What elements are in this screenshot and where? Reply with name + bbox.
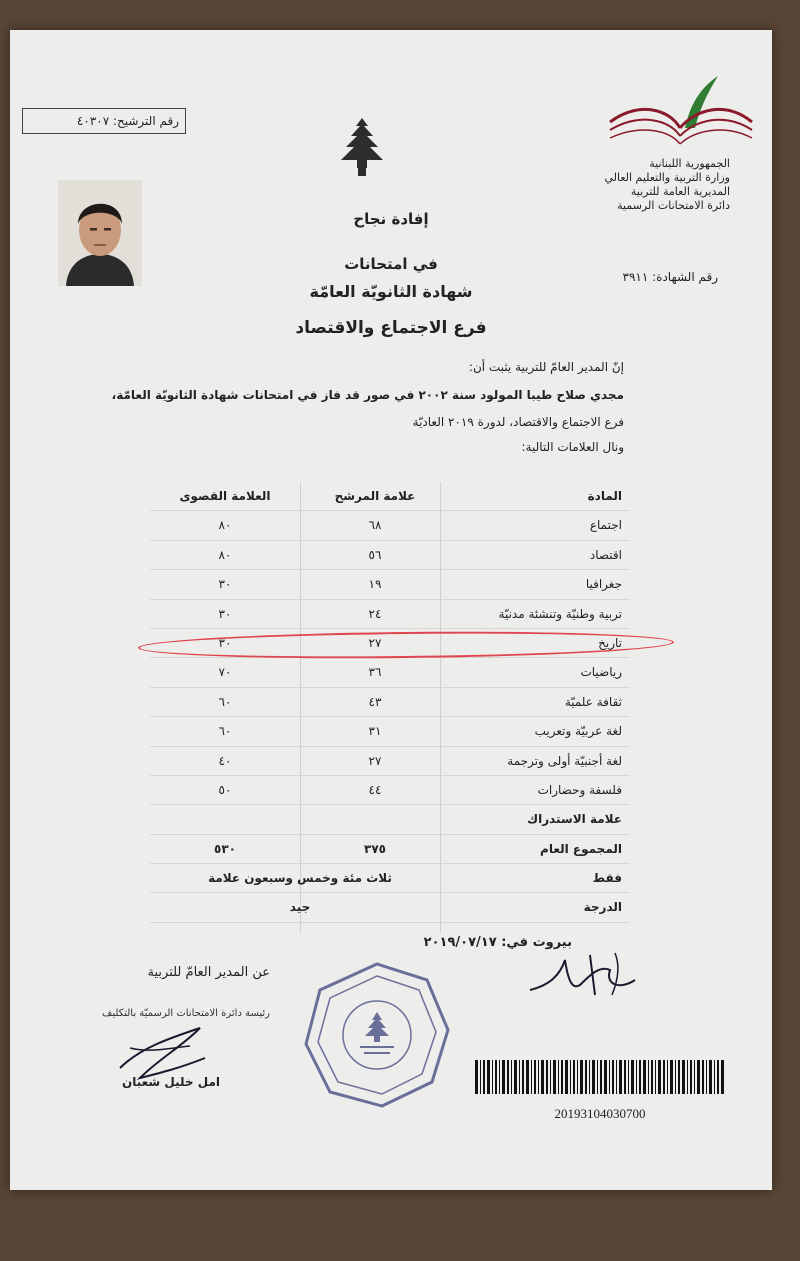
subject-name: اقتصاد (589, 547, 622, 562)
candidate-mark: ١٩ (368, 577, 382, 592)
subject-name: تربية وطنيّة وتنشئة مدنيّة (498, 606, 622, 621)
subject-name: جغرافيا (585, 577, 622, 592)
max-mark: ٣٠ (218, 635, 232, 650)
max-mark: ٥٠ (218, 782, 232, 797)
barcode-icon (475, 1060, 725, 1094)
candidate-mark: ٤٣ (368, 694, 382, 709)
candidate-number-box (22, 108, 186, 134)
grade-value: جيد (289, 900, 311, 915)
title-branch: فرع الاجتماع والاقتصاد (295, 318, 487, 338)
title-certificate-of-success: إفادة نجاح (353, 210, 429, 228)
barcode-number: 20193104030700 (554, 1106, 646, 1121)
header-subject: المادة (587, 489, 622, 503)
table-row (150, 747, 630, 776)
header-max-mark: العلامة القصوى (179, 489, 271, 503)
certificate-paper (10, 30, 772, 1190)
candidate-mark: ٦٨ (368, 518, 382, 533)
subject-name: رياضيات (580, 665, 622, 680)
max-mark: ٧٠ (218, 665, 232, 680)
words-value: ثلاث مئة وخمس وسبعون علامة (208, 871, 392, 886)
max-mark: ٤٠ (218, 753, 232, 768)
grade-label: الدرجة (583, 900, 622, 915)
certificate-number (623, 270, 719, 284)
table-row (150, 688, 630, 717)
date-label: بيروت في: (501, 935, 572, 950)
subject-name: اجتماع (589, 518, 622, 533)
director-signature-icon (520, 945, 640, 1005)
title-in-exams: في امتحانات (344, 255, 438, 273)
signer-name: امل خليل شعبان (122, 1075, 220, 1089)
ministry-logo-icon (600, 70, 760, 145)
body-branch-session: فرع الاجتماع والاقتصاد، لدورة ٢٠١٩ العاديّة (412, 415, 624, 429)
ministry-line: دائرة الامتحانات الرسمية (617, 199, 730, 212)
max-mark: ٨٠ (218, 547, 232, 562)
table-row (150, 541, 630, 570)
max-mark: ٨٠ (218, 518, 232, 533)
header-candidate-mark: علامة المرشح (334, 489, 416, 503)
candidate-mark: ٢٧ (368, 753, 382, 768)
candidate-mark: ٢٤ (368, 606, 382, 621)
table-row (150, 776, 630, 805)
total-row (150, 835, 630, 864)
table-row (150, 658, 630, 687)
subject-name: تاريخ (598, 635, 622, 650)
certificate-number-value: ٣٩١١ (622, 270, 649, 284)
max-mark: ٦٠ (218, 724, 232, 739)
candidate-mark: ٥٦ (368, 547, 382, 562)
subject-name: فلسفة وحضارات (537, 782, 622, 797)
subject-name: لغة عربيّة وتعريب (534, 724, 622, 739)
ministry-line: المديرية العامة للتربية (630, 185, 730, 198)
total-max: ٥٣٠ (214, 841, 236, 856)
table-row (150, 570, 630, 599)
ministry-line: الجمهورية اللبنانية (649, 157, 730, 170)
official-stamp-icon (302, 960, 452, 1110)
words-label: فقط (592, 871, 622, 886)
body-candidate-statement: مجدي صلاح طيبا المولود سنة ٢٠٠٢ في صور قد فاز في امتحانات شهادة الثانويّة العامّة، (111, 388, 624, 402)
total-label: المجموع العام (540, 841, 622, 856)
candidate-number-label: رقم الترشيح: (112, 114, 179, 128)
signer-title: عن المدير العامّ للتربية (147, 965, 270, 980)
table-row (150, 600, 630, 629)
ministry-name-block (530, 157, 730, 213)
max-mark: ٣٠ (218, 577, 232, 592)
grades-table (150, 482, 630, 923)
participation-label: علامة الاستدراك (527, 812, 622, 827)
max-mark: ٣٠ (218, 606, 232, 621)
certificate-number-label: رقم الشهادة: (652, 270, 718, 284)
date-value: ٢٠١٩/٠٧/١٧ (423, 935, 497, 950)
signer-role: رئيسة دائرة الامتحانات الرسميّة بالتكليف (102, 1008, 270, 1019)
subject-name: لغة أجنبيّة أولى وترجمة (507, 753, 622, 768)
candidate-mark: ٣١ (368, 724, 382, 739)
max-mark: ٦٠ (218, 694, 232, 709)
body-marks-intro: ونال العلامات التالية: (521, 440, 624, 454)
candidate-number-value: ٤٠٣٠٧ (76, 114, 110, 128)
table-row (150, 717, 630, 746)
words-row (150, 864, 630, 893)
table-header-row (150, 482, 630, 511)
total-mark: ٣٧٥ (364, 841, 386, 856)
table-row (150, 511, 630, 540)
title-certificate-type: شهادة الثانويّة العامّة (309, 282, 473, 301)
grade-row (150, 893, 630, 922)
subject-name: ثقافة علميّة (564, 694, 622, 709)
body-intro: إنّ المدير العامّ للتربية يثبت أن: (468, 360, 624, 374)
candidate-mark: ٤٤ (368, 782, 382, 797)
candidate-mark: ٣٦ (368, 665, 382, 680)
ministry-line: وزارة التربية والتعليم العالي (604, 171, 730, 184)
cedar-emblem-icon (337, 116, 387, 178)
candidate-mark: ٢٧ (368, 635, 382, 650)
participation-row (150, 805, 630, 834)
